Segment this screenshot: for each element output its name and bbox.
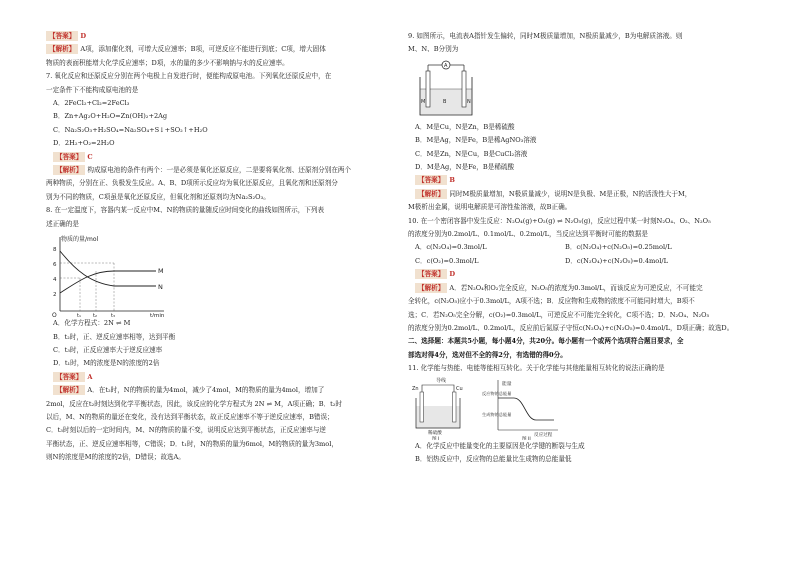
- analysis-text: A项，添加催化剂，可增大反应速率；B项，可逆反应不能进行到底；C项，增大固体: [80, 45, 326, 54]
- wire: [422, 385, 454, 392]
- electrode-n: [462, 71, 466, 107]
- answer-tag: 【答案】: [53, 152, 85, 162]
- option-a: A．2FeCl₂+Cl₂=2FeCl₃: [53, 99, 130, 108]
- option-b: B．t₂时，正、逆反应速率相等，达到平衡: [53, 332, 176, 341]
- option-b: B．Zn+Ag₂O+H₂O=Zn(OH)₂+2Ag: [53, 112, 168, 121]
- series-n-label: N: [158, 283, 163, 292]
- electrolyte-label: B: [443, 98, 447, 105]
- option-c: C．c(O₂)=0.3mol/L: [415, 256, 479, 265]
- y-tick-label: 8: [53, 247, 57, 254]
- analysis-text: 别为不同的物质，C项虽是氧化还原反应，但氧化剂和还原剂均为Na₂S₂O₃。: [46, 192, 270, 201]
- process-axis-label: 反应过程: [534, 432, 553, 438]
- y-axis-label: 物质的量/mol: [61, 236, 99, 244]
- analysis-text: M极析出金属，说明电解质是可溶性盐溶液，故B正确。: [408, 203, 572, 212]
- electrode-m: [426, 71, 430, 107]
- left-column: [46, 30, 366, 465]
- options-row: [408, 241, 748, 254]
- analysis-tag: 【解析】: [415, 189, 447, 199]
- section-heading: 部选对得4分，选对但不全的得2分，有选错的得0分。: [408, 350, 567, 359]
- analysis-tag: 【解析】: [415, 283, 447, 293]
- analysis-text: 选；C．若N₂O₅完全分解，c(O₂)=0.3mol/L，可逆反应不可能完全转化，C项不选；D．N₂O₄、N₂O₅: [408, 310, 710, 319]
- answer-value: C: [87, 152, 93, 161]
- x-axis-label: t/min: [150, 313, 165, 318]
- answer-tag: 【答案】: [46, 31, 78, 41]
- option-a: A．c(N₂O₄)=0.3mol/L: [415, 243, 487, 252]
- answer-line: [46, 371, 366, 384]
- question-8-stem: 8. 在一定温度下，容器内某一反应中M、N的物质的量随反应时间变化的曲线如图所示，下列表: [46, 206, 325, 215]
- answer-value: D: [80, 32, 87, 40]
- analysis-line: [408, 282, 748, 295]
- answer-line: [408, 174, 748, 187]
- x-tick-label: t₃: [111, 313, 115, 318]
- x-tick-label: t₁: [77, 313, 81, 318]
- answer-line: [408, 268, 748, 281]
- analysis-text: 构成原电池的条件有两个：一是必须是氧化还原反应，二是要将氧化剂、还原剂分别在两个: [87, 166, 352, 175]
- analysis-text: 同时M极质量增加，N极质量减少，说明N是负极、M是正极，N的活泼性大于M，: [449, 189, 692, 198]
- analysis-text: 2mol，反应在t₂时刻达到化学平衡状态，因此，该反应的化学方程式为 2N ⇌ M，A项正确；B．t₂时: [46, 399, 343, 408]
- option-d: D．2H₂+O₂=2H₂O: [53, 139, 115, 148]
- series-m-label: M: [158, 267, 164, 276]
- analysis-tag: 【解析】: [53, 165, 85, 175]
- answer-value: B: [449, 176, 455, 185]
- question-10-stem: 10. 在一个密闭容器中发生反应：N₂O₄(g)+O₂(g) ⇌ N₂O₅(g)，反应过程中某一时刻N₂O₄、O₂、N₂O₅: [408, 216, 711, 225]
- options-row: [408, 255, 748, 268]
- analysis-text: 平衡状态，正、逆反应速率相等，C错误；D．t₁时，N的物质的量为6mol，M的物质的量为3mol，: [46, 439, 338, 448]
- option-a: A．M是Cu，N是Zn，B是稀硫酸: [415, 122, 515, 131]
- question-10-stem: 的浓度分别为0.2mol/L、0.1mol/L、0.2mol/L，当反应达到平衡时可能的数据是: [408, 230, 648, 239]
- y-tick-label: 2: [53, 292, 57, 299]
- y-tick-label: 6: [53, 262, 57, 269]
- question-9-stem: 9. 如图所示，电流表A指针发生偏转，同时M极质量增加，N极质量减少，B为电解质溶液。则: [408, 32, 683, 40]
- analysis-text: 全转化，c(N₂O₅)应小于0.3mol/L，A项不选；B．反应物和生成物的浓度不可能同时增大，B项不: [408, 297, 695, 306]
- copper-electrode: [453, 392, 457, 422]
- mole-time-graph: [46, 231, 186, 317]
- ammeter-label: A: [444, 62, 448, 69]
- answer-tag: 【答案】: [415, 175, 447, 185]
- question-8-graph: [46, 231, 366, 317]
- option-c: C．t₃时，正反应速率大于逆反应速率: [53, 345, 163, 354]
- analysis-line: [46, 384, 366, 397]
- question-9-stem: M、N、B分别为: [408, 45, 459, 54]
- answer-line: [46, 151, 366, 164]
- analysis-line: [46, 164, 366, 177]
- acid-label: 稀硫酸: [428, 430, 442, 436]
- analysis-tag: 【解析】: [53, 385, 85, 395]
- y-tick-label: 4: [53, 277, 57, 284]
- electrode-n-label: N: [467, 98, 471, 105]
- answer-tag: 【答案】: [53, 372, 85, 382]
- option-d: D．t₁时，M的浓度是N的浓度的2倍: [53, 359, 160, 368]
- figure-1-caption: 图 I: [432, 436, 440, 440]
- zinc-label: Zn: [412, 385, 419, 392]
- series-m-curve: [60, 271, 156, 293]
- reactant-energy-label: 反应物的总能量: [482, 390, 512, 396]
- option-a: A．化学方程式：2N ⇌ M: [53, 319, 131, 328]
- option-b: B．M是Ag，N是Fe，B是稀AgNO₃溶液: [415, 136, 537, 145]
- electrode-m-label: M: [421, 98, 426, 105]
- product-energy-label: 生成物的总能量: [482, 411, 512, 417]
- energy-axis-label: 能量: [502, 381, 512, 387]
- analysis-tag: 【解析】: [46, 44, 78, 54]
- zinc-electrode: [420, 392, 424, 422]
- analysis-text: 物质的表面积能增大化学反应速率；D项，水的量的多少不影响钠与水的反应速率。: [46, 58, 289, 67]
- energy-diagrams: [408, 376, 608, 440]
- analysis-text: A．若N₂O₄和O₂完全反应，N₂O₅的浓度为0.3mol/L，而该反应为可逆反应，不可能完: [449, 283, 703, 292]
- question-11-figures: [408, 376, 748, 440]
- cell-diagram: [408, 57, 488, 121]
- origin-label: O: [52, 312, 57, 318]
- answer-tag: 【答案】: [415, 269, 447, 279]
- question-7-stem: 一定条件下不能构成原电池的是: [46, 85, 139, 94]
- analysis-text: 以后，M、N的物质的量还在变化，没有达到平衡状态，故正反应速率不等于逆反应速率，B错误；: [46, 412, 334, 421]
- analysis-line: [46, 43, 366, 56]
- analysis-text: C．t₃时刻以后的一定时间内，M、N的物质的量不变，说明反应达到平衡状态，正反应速率与逆: [46, 426, 327, 435]
- analysis-text: A．在t₂时，N的物质的量为4mol，减少了4mol，M的物质的量为4mol，增加了: [87, 386, 325, 395]
- question-11-stem: 11. 化学能与热能、电能等能相互转化。关于化学能与其他能量相互转化的说法正确的是: [408, 364, 665, 373]
- section-heading: 二、选择题：本题共5小题，每小题4分，共20分。每小题有一个或两个选项符合题目要求，全: [408, 337, 684, 346]
- option-a: A．化学反应中能量变化的主要原因是化学键的断裂与生成: [415, 441, 585, 450]
- analysis-text: 两种物质，分别在正、负极发生反应。A、B、D项所示反应均为氧化还原反应，且氧化剂和还原剂分: [46, 179, 338, 188]
- option-d: D．M是Ag，N是Fe，B是稀硫酸: [415, 163, 515, 172]
- analysis-line: [408, 188, 748, 201]
- option-c: C．M是Zn，N是Cu，B是CuCl₂溶液: [415, 149, 528, 158]
- wire-label: 导线: [436, 377, 447, 384]
- question-7-stem: 7. 氧化反应和还原反应分别在两个电极上自发进行时，便能构成原电池。下列氧化还原反应中，在: [46, 72, 332, 81]
- option-c: C．Na₂S₂O₃+H₂SO₄=Na₂SO₄+S↓+SO₂↑+H₂O: [53, 125, 208, 134]
- copper-label: Cu: [456, 385, 463, 392]
- question-8-stem: 述正确的是: [46, 219, 79, 228]
- x-tick-label: t₂: [93, 313, 97, 318]
- answer-line: [46, 30, 366, 43]
- right-column: [408, 30, 748, 466]
- series-n-curve: [60, 251, 156, 286]
- answer-value: A: [87, 372, 93, 381]
- figure-2-caption: 图 II: [522, 436, 531, 440]
- analysis-text: 的浓度分别为0.2mol/L、0.2mol/L，反应前后氮原子守恒c(N₂O₄)+c(N₂O₅)=0.4mol/L，D项正确；故选D。: [408, 323, 734, 332]
- question-9-figure: [408, 57, 748, 121]
- option-d: D．c(N₂O₄)+c(N₂O₅)=0.4mol/L: [565, 256, 668, 265]
- answer-value: D: [449, 270, 456, 279]
- option-b: B．铝热反应中，反应物的总能量比生成物的总能量低: [415, 454, 572, 463]
- option-b: B．c(N₂O₄)+c(N₂O₅)=0.25mol/L: [565, 243, 672, 252]
- analysis-text: 则N的浓度是M的浓度的2倍，D错误；故选A。: [46, 453, 185, 462]
